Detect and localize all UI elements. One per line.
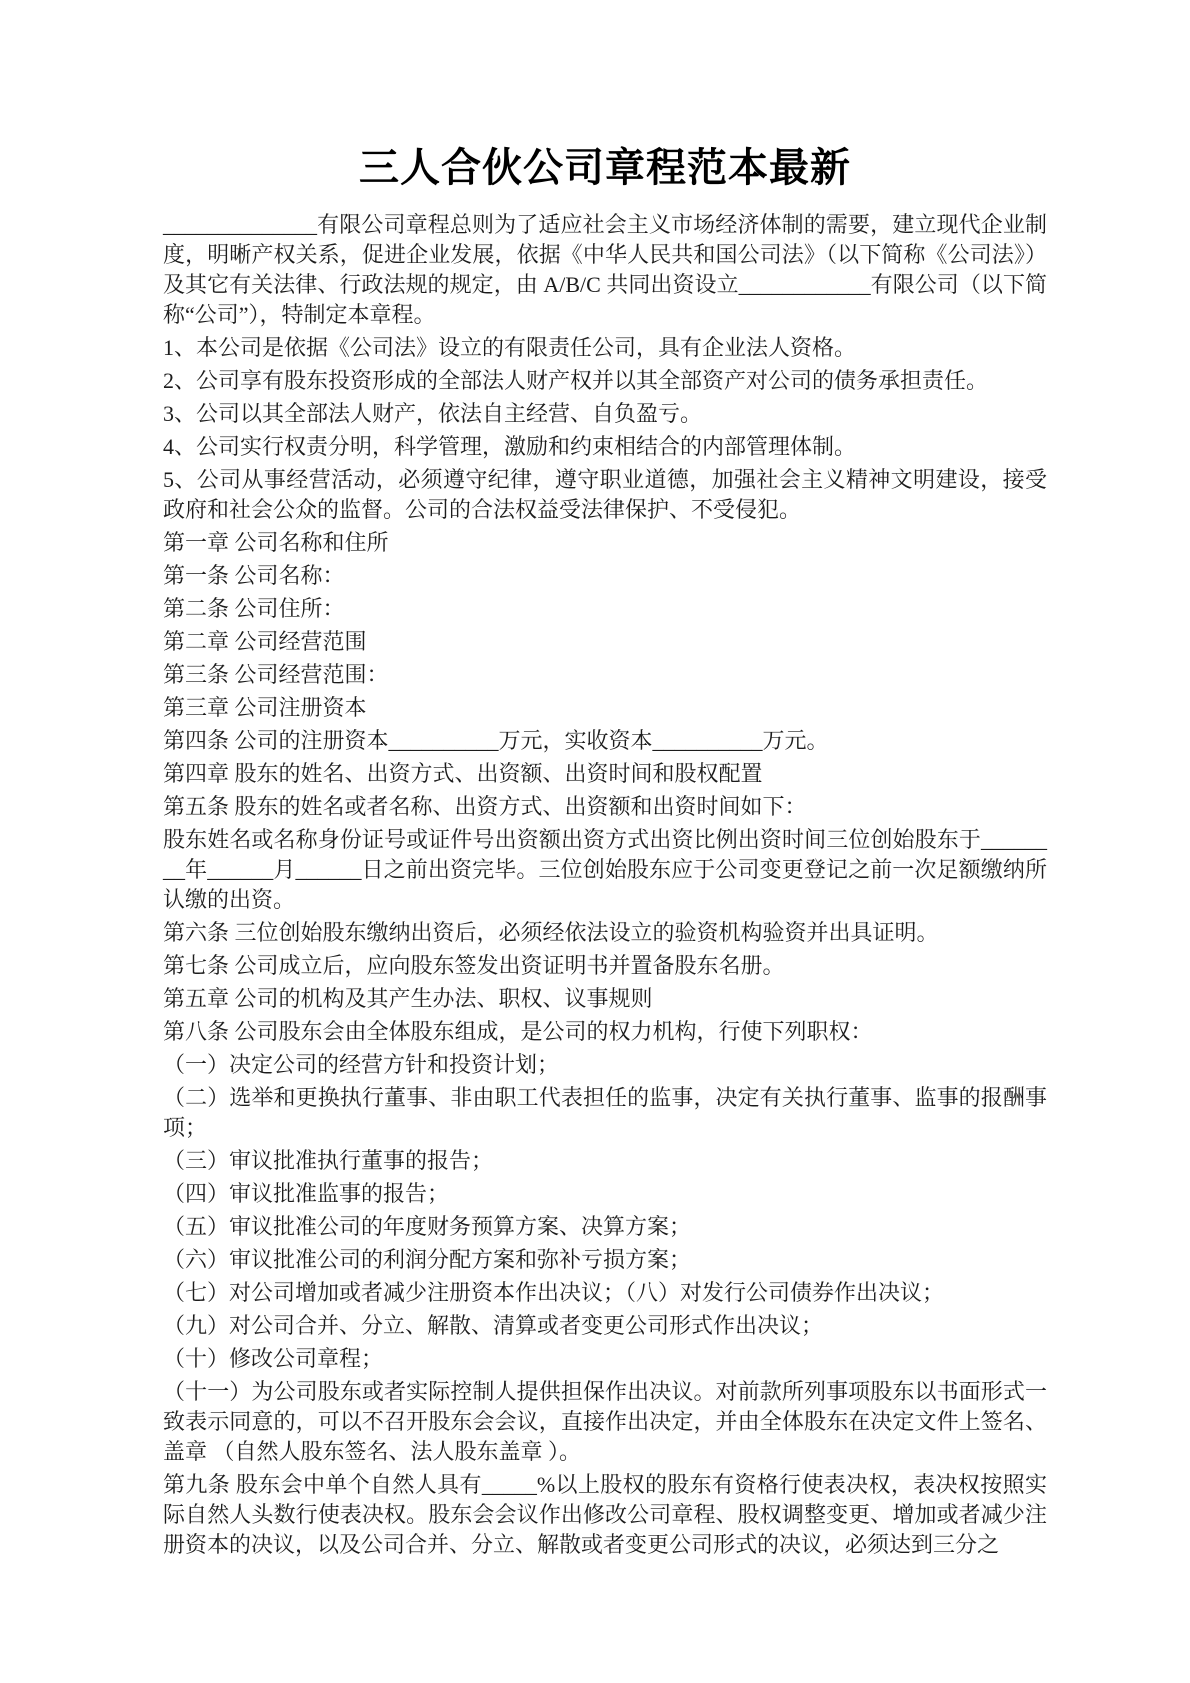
paragraph-item-4: 4、公司实行权责分明，科学管理，激励和约束相结合的内部管理体制。 bbox=[163, 434, 857, 459]
paragraph-preamble: ______________有限公司章程总则为了适应社会主义市场经济体制的需要，建立现代企业制度，明晰产权关系，促进企业发展，依据《中华人民共和国公司法》（以下简称《公司法》）及其它有关法律、行政法规的规定，由 A/B/C 共同出资设立____________有限公司（以下简称“公司”），特制定本章程。 bbox=[163, 212, 1047, 327]
power-item-5: （五）审议批准公司的年度财务预算方案、决算方案； bbox=[163, 1214, 692, 1239]
chapter-2-heading: 第二章 公司经营范围 bbox=[163, 629, 367, 654]
paragraph-item-5: 5、公司从事经营活动，必须遵守纪律，遵守职业道德，加强社会主义精神文明建设，接受政府和社会公众的监督。公司的合法权益受法律保护、不受侵犯。 bbox=[163, 467, 1047, 522]
power-item-4: （四）审议批准监事的报告； bbox=[163, 1181, 450, 1206]
power-item-3: （三）审议批准执行董事的报告； bbox=[163, 1148, 494, 1173]
power-item-2: （二）选举和更换执行董事、非由职工代表担任的监事，决定有关执行董事、监事的报酬事项； bbox=[163, 1085, 1047, 1140]
article-3: 第三条 公司经营范围： bbox=[163, 662, 389, 687]
shareholder-contribution-paragraph: 股东姓名或名称身份证号或证件号出资额出资方式出资比例出资时间三位创始股东于________年______月______日之前出资完毕。三位创始股东应于公司变更登记之前一次足额缴纳所认缴的出资。 bbox=[163, 827, 1047, 912]
paragraph-item-1: 1、本公司是依据《公司法》设立的有限责任公司，具有企业法人资格。 bbox=[163, 335, 857, 360]
chapter-4-heading: 第四章 股东的姓名、出资方式、出资额、出资时间和股权配置 bbox=[163, 761, 763, 786]
power-item-10: （十）修改公司章程； bbox=[163, 1346, 384, 1371]
chapter-1-heading: 第一章 公司名称和住所 bbox=[163, 530, 389, 555]
article-8: 第八条 公司股东会由全体股东组成，是公司的权力机构，行使下列职权： bbox=[163, 1019, 873, 1044]
power-item-9: （九）对公司合并、分立、解散、清算或者变更公司形式作出决议； bbox=[163, 1313, 824, 1338]
article-7: 第七条 公司成立后，应向股东签发出资证明书并置备股东名册。 bbox=[163, 953, 785, 978]
document-title: 三人合伙公司章程范本最新 bbox=[359, 145, 851, 190]
article-1: 第一条 公司名称： bbox=[163, 563, 345, 588]
paragraph-item-2: 2、公司享有股东投资形成的全部法人财产权并以其全部资产对公司的债务承担责任。 bbox=[163, 368, 989, 393]
document-page bbox=[163, 140, 1047, 1563]
article-4: 第四条 公司的注册资本__________万元，实收资本__________万元。 bbox=[163, 728, 829, 753]
chapter-3-heading: 第三章 公司注册资本 bbox=[163, 695, 367, 720]
power-item-6: （六）审议批准公司的利润分配方案和弥补亏损方案； bbox=[163, 1247, 692, 1272]
paragraph-item-3: 3、公司以其全部法人财产，依法自主经营、自负盈亏。 bbox=[163, 401, 703, 426]
article-5: 第五条 股东的姓名或者名称、出资方式、出资额和出资时间如下： bbox=[163, 794, 807, 819]
article-9: 第九条 股东会中单个自然人具有_____%以上股权的股东有资格行使表决权，表决权按照实际自然人头数行使表决权。股东会会议作出修改公司章程、股权调整变更、增加或者减少注册资本的决议，以及公司合并、分立、解散或者变更公司形式的决议，必须达到三分之 bbox=[163, 1472, 1047, 1557]
power-item-1: （一）决定公司的经营方针和投资计划； bbox=[163, 1052, 560, 1077]
article-2: 第二条 公司住所： bbox=[163, 596, 345, 621]
power-item-7-8: （七）对公司增加或者减少注册资本作出决议；（八）对发行公司债券作出决议； bbox=[163, 1280, 945, 1305]
power-item-11: （十一）为公司股东或者实际控制人提供担保作出决议。对前款所列事项股东以书面形式一致表示同意的，可以不召开股东会会议，直接作出决定，并由全体股东在决定文件上签名、盖章 （自然人股东签名、法人股东盖章 ）。 bbox=[163, 1379, 1047, 1464]
article-6: 第六条 三位创始股东缴纳出资后，必须经依法设立的验资机构验资并出具证明。 bbox=[163, 920, 939, 945]
chapter-5-heading: 第五章 公司的机构及其产生办法、职权、议事规则 bbox=[163, 986, 653, 1011]
